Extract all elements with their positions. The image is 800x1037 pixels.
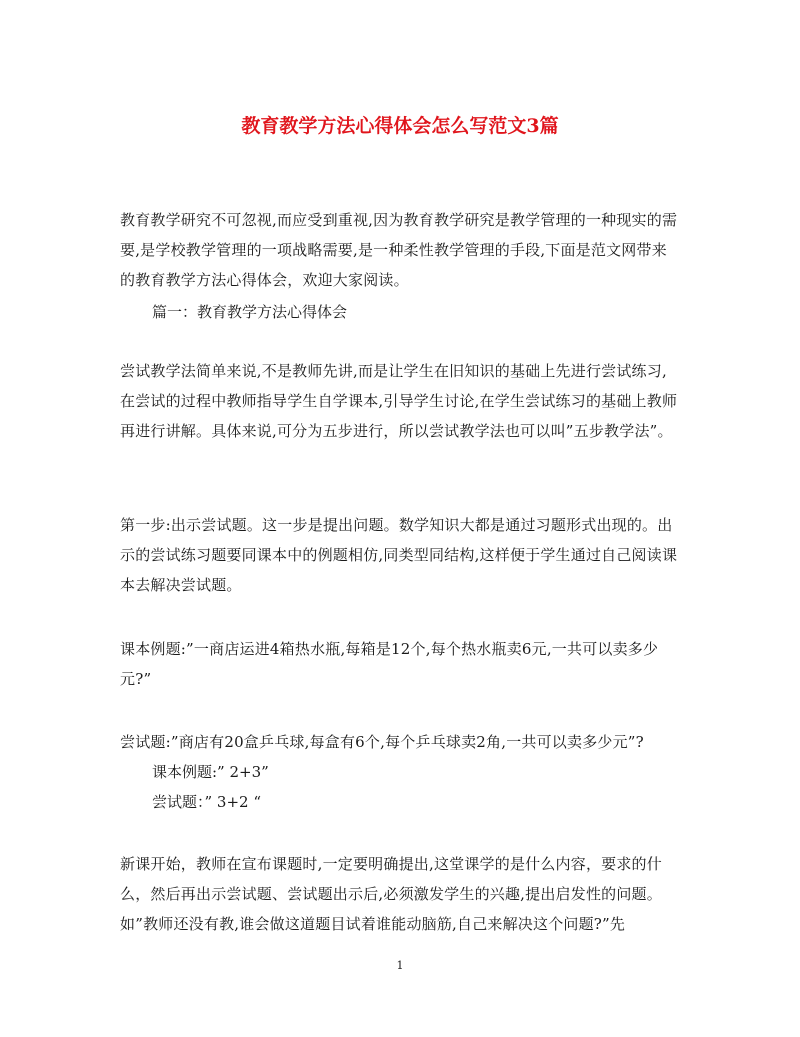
example-line: 课本例题:” 2+3” xyxy=(152,763,269,781)
paragraph-new-lesson: 新课开始，教师在宣布课题时,一定要明确提出,这堂课学的是什么内容，要求的什么，然后再出示尝试题、尝试题出示后,必须激发学生的兴趣,提出启发性的问题。如”教师还没有教,谁会做这道题目试着谁能动脑筋,自己来解决这个问题?”先 xyxy=(120,855,662,933)
section-heading: 篇一：教育教学方法心得体会 xyxy=(152,303,348,321)
paragraph-trial-teaching: 尝试教学法简单来说,不是教师先讲,而是让学生在旧知识的基础上先进行尝试练习,在尝试的过程中教师指导学生自学课本,引导学生讨论,在学生尝试练习的基础上教师再进行讲解。具体来说,可分为五步进行，所以尝试教学法也可以叫”五步教学法”。 xyxy=(120,362,678,440)
document-title: 教育教学方法心得体会怎么写范文3篇 xyxy=(241,115,559,137)
trial-line: 尝试题：” 3+2 “ xyxy=(152,793,262,811)
paragraph-trial-question: 尝试题:”商店有20盒乒乓球,每盒有6个,每个乒乓球卖2角,一共可以卖多少元”? xyxy=(120,733,644,751)
page-number: 1 xyxy=(396,959,404,972)
intro-paragraph: 教育教学研究不可忽视,而应受到重视,因为教育教学研究是教学管理的一种现实的需要,是学校教学管理的一项战略需要,是一种柔性教学管理的手段,下面是范文网带来的教育教学方法心得体会，欢迎大家阅读。 xyxy=(120,211,678,289)
paragraph-textbook-example: 课本例题:”一商店运进4箱热水瓶,每箱是12个,每个热水瓶卖6元,一共可以卖多少元?” xyxy=(120,640,659,688)
paragraph-step-one: 第一步:出示尝试题。这一步是提出问题。数学知识大都是通过习题形式出现的。出示的尝试练习题要同课本中的例题相仿,同类型同结构,这样便于学生通过自己阅读课本去解决尝试题。 xyxy=(120,516,678,594)
